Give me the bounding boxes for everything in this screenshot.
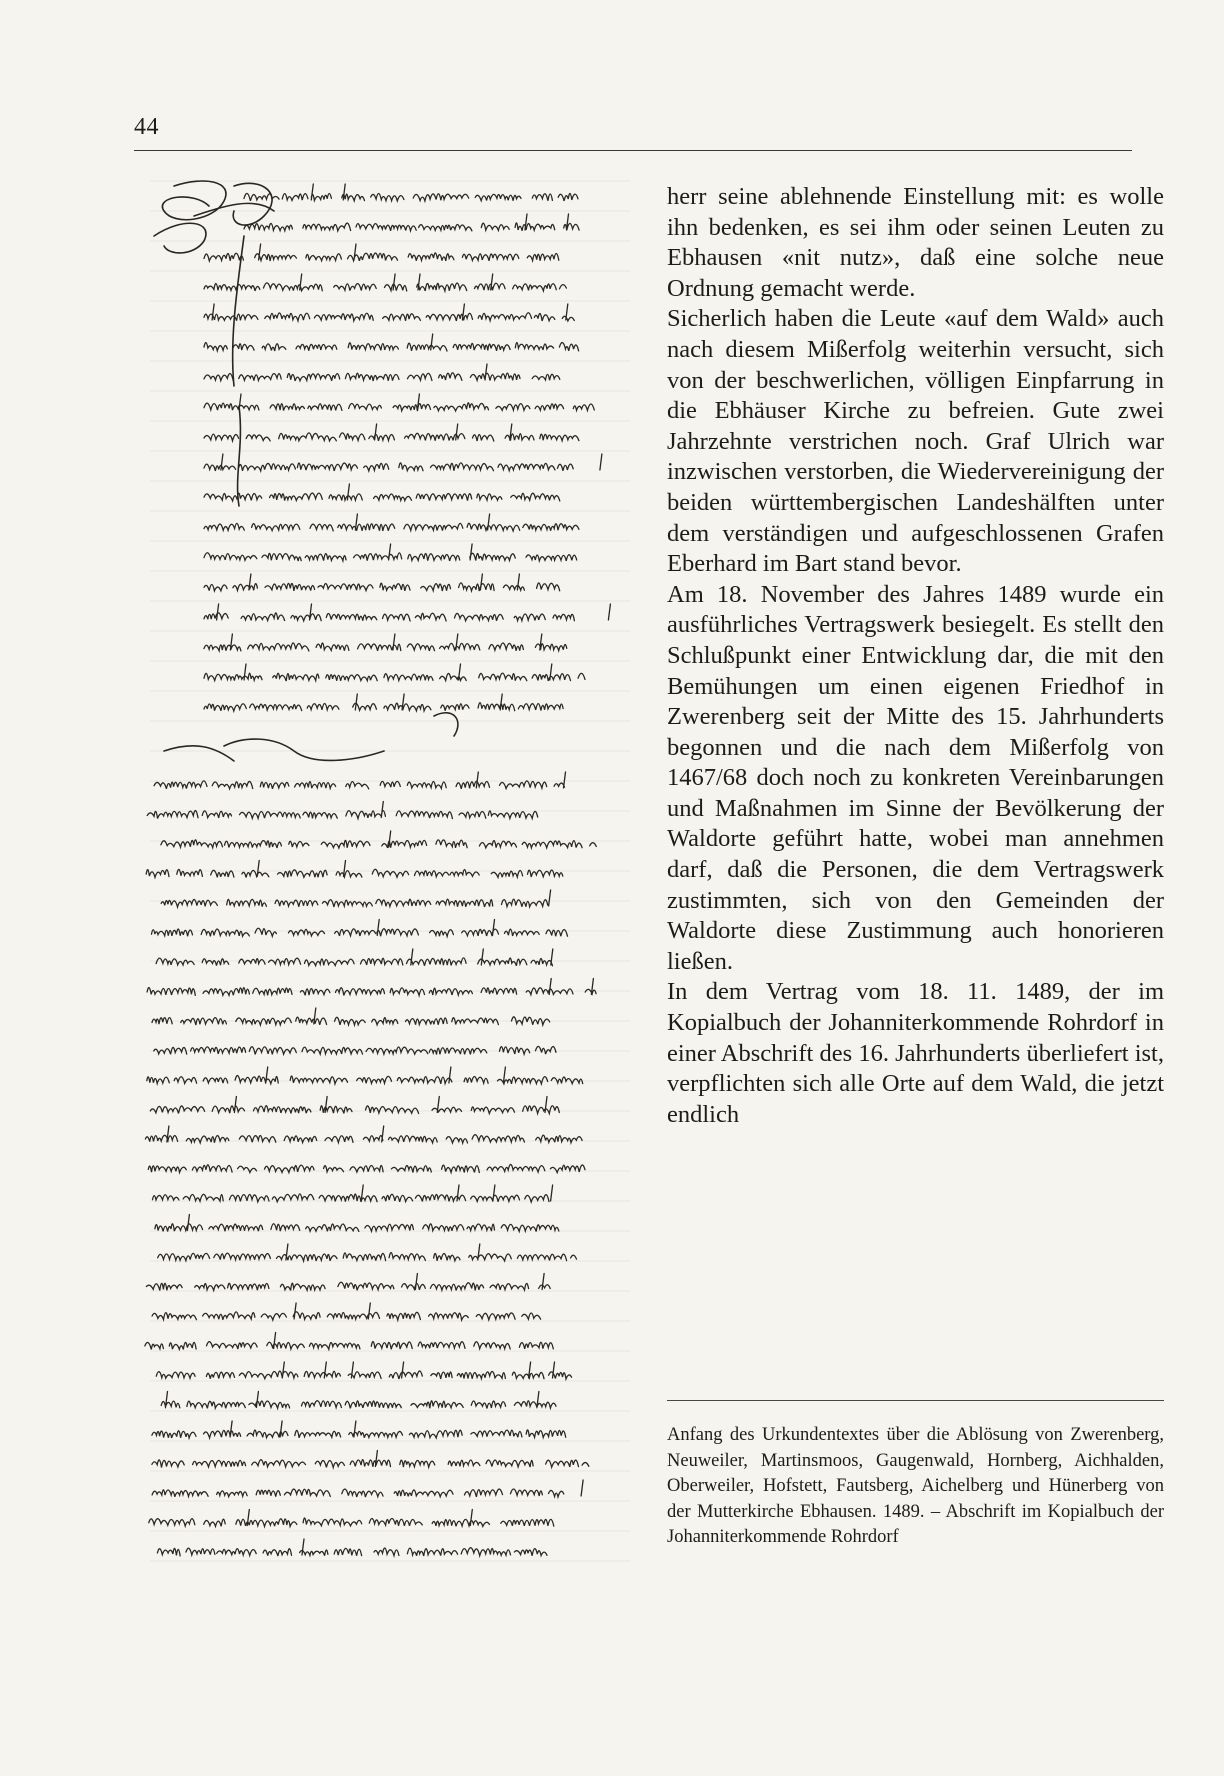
script-line (204, 694, 563, 711)
script-line (153, 1185, 553, 1202)
script-line (152, 1421, 566, 1438)
script-line (148, 1164, 585, 1172)
script-line (152, 1008, 550, 1025)
script-line (244, 214, 579, 231)
script-line (204, 334, 579, 351)
manuscript-facsimile (134, 176, 644, 1576)
script-line (204, 274, 566, 291)
script-line (204, 304, 574, 321)
page-number: 44 (134, 114, 159, 140)
paragraph-2: Sicherlich haben die Leute «auf dem Wald» auch nach diesem Mißerfolg weiterhin versucht, sich von der beschwerlichen, völligen Einpfarrung in die Ebhäuser Kirche zu befreien. Gute zwei Jahrzehnte verstrichen noch. Graf Ulrich war inzwischen verstorben, die Wiedervereinigung der beiden württembergischen Landeshälften unter dem verständigen und aufgeschlossenen Grafen Eberhard im Bart stand bevor. (667, 305, 1164, 578)
script-line (244, 184, 578, 201)
script-line (145, 1126, 582, 1143)
paragraph-3: Am 18. November des Jahres 1489 wurde ein ausführliches Vertragswerk besiegelt. Es stellt den Schlußpunkt einer Entwicklung dar, die mit den Bemühungen um einen eigenen Friedhof in Zwerenberg seit der Mitte des 15. Jahrhunderts begonnen und die nach dem Mißerfolg von 1467/68 doch noch zu konkreten Vereinbarungen und Maßnahmen im Sinne der Bevölkerung der Waldorte geführt hatte, wobei man annehmen darf, daß die Personen, die dem Vertragswerk zustimmten, sich von den Gemeinden der Waldorte diese Zustimmung auch honorieren ließen. (667, 580, 1164, 975)
script-line (204, 454, 602, 471)
script-line (146, 1274, 550, 1291)
script-line (152, 1480, 583, 1497)
script-line (157, 1539, 547, 1556)
script-line (204, 544, 577, 561)
script-line (204, 664, 585, 681)
script-line (147, 802, 538, 819)
script-line (152, 1303, 540, 1320)
paragraph-1: herr seine ablehnende Einstellung mit: es wolle ihn bedenken, es sei ihm oder seinen Leuten zu Ebhausen «nit nutz», daß eine solche neue Ordnung gemacht werde. (667, 183, 1164, 302)
script-line (204, 604, 610, 621)
script-line (147, 979, 596, 996)
script-line (152, 920, 568, 937)
script-line (154, 772, 565, 789)
script-line (145, 1333, 553, 1350)
script-line (204, 634, 567, 651)
script-line (156, 949, 553, 966)
script-line (158, 1244, 577, 1261)
script-line (204, 244, 559, 261)
script-line (161, 1392, 556, 1409)
script-line (155, 1215, 559, 1232)
script-line (156, 1362, 571, 1379)
script-line (161, 890, 550, 907)
script-line (204, 514, 579, 531)
script-line (152, 1451, 589, 1468)
script-line (204, 574, 560, 591)
script-line (147, 1067, 583, 1084)
script-line (149, 1510, 554, 1527)
paragraph-4: In dem Vertrag vom 18. 11. 1489, der im Kopialbuch der Johanniterkommende Rohrdorf in einer Abschrift des 16. Jahrhunderts überliefert ist, verpflichten sich alle Orte auf dem Wald, die jetzt endlich (667, 978, 1164, 1128)
script-line (204, 484, 560, 501)
script-line (146, 861, 563, 878)
figure-caption: Anfang des Urkundentextes über die Ablösung von Zwerenberg, Neuweiler, Martinsmoos, Gaugenwald, Hornberg, Aichhalden, Oberweiler, Hofstett, Fautsberg, Aichelberg und Hünerberg von der Mutterkirche Ebhausen. 1489. – Abschrift im Kopialbuch der Johanniterkommende Rohrdorf (667, 1425, 1164, 1547)
article-body (667, 182, 1164, 1130)
script-line (204, 394, 594, 411)
script-line (204, 364, 560, 381)
script-line (154, 1046, 556, 1054)
script-line (204, 424, 579, 441)
caption-rule (667, 1400, 1164, 1401)
header-rule (134, 150, 1132, 151)
script-line (150, 1097, 559, 1114)
handwritten-script-image (134, 176, 644, 1576)
script-line (161, 831, 596, 848)
